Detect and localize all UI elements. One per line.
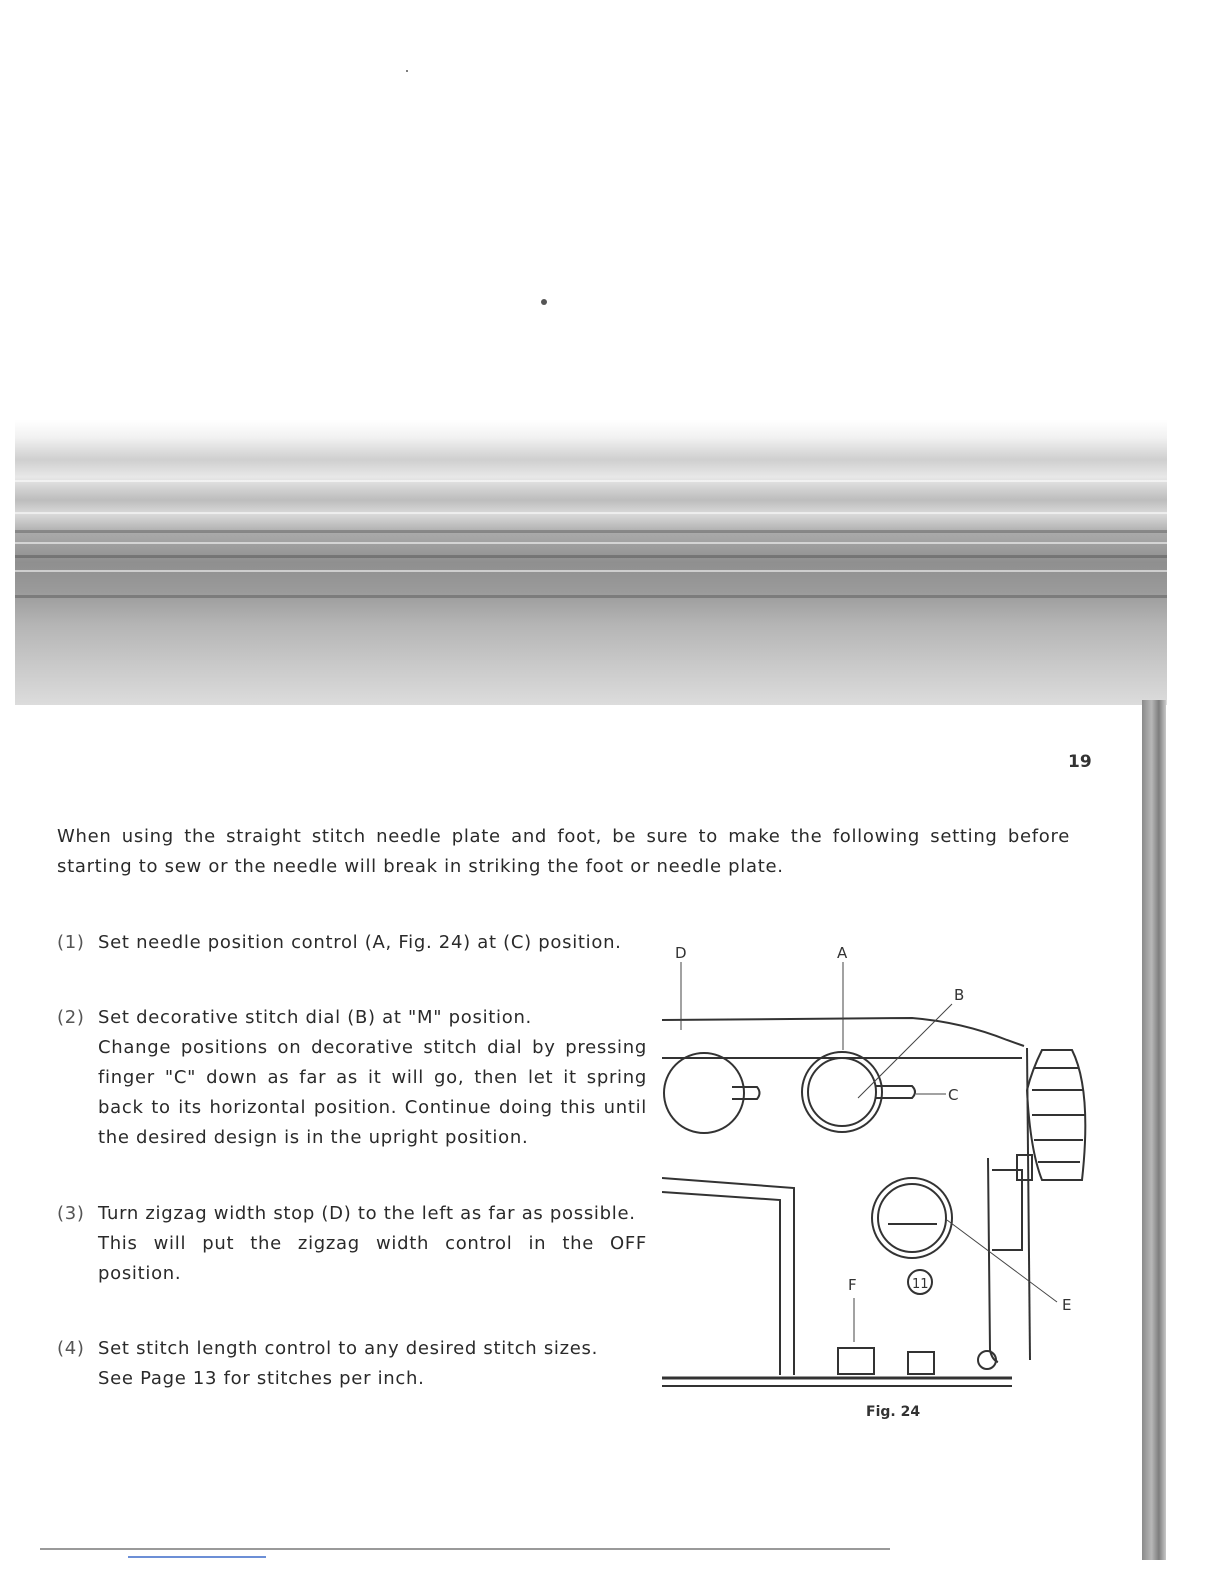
page-number: 19 (1068, 752, 1092, 772)
handwheel-ribs (1032, 1068, 1085, 1162)
figure-caption: Fig. 24 (866, 1404, 921, 1420)
step-text: Change positions on decorative stitch dial by pressing finger "C" down as far as it will go, then let it spring back to its horizontal position. Continue doing this until the desired design is in the upright position. (98, 1037, 647, 1148)
step-number: (2) (57, 1007, 85, 1028)
scan-edge-shadow (1142, 700, 1166, 1560)
instruction-step (57, 1003, 647, 1153)
knob-11 (908, 1352, 934, 1374)
machine-bed-recess (662, 1178, 794, 1375)
label-d: D (675, 944, 687, 962)
label-11: 11 (912, 1277, 929, 1292)
knob-f (838, 1348, 874, 1374)
instruction-step (57, 1334, 647, 1394)
scan-bottom-mark (128, 1556, 266, 1558)
step-text: See Page 13 for stitches per inch. (98, 1368, 425, 1389)
sewing-machine-diagram (662, 930, 1112, 1400)
scan-speck (406, 70, 408, 72)
step-text: Set decorative stitch dial (B) at "M" position. (98, 1007, 532, 1028)
zigzag-width-lever (732, 1087, 760, 1099)
decorative-stitch-dial-inner (808, 1058, 876, 1126)
label-f: F (848, 1276, 857, 1294)
step-text: Set stitch length control to any desired stitch sizes. (98, 1338, 599, 1359)
step-number: (3) (57, 1203, 85, 1224)
instruction-step (57, 1199, 647, 1289)
intro-paragraph: When using the straight stitch needle plate and foot, be sure to make the following setting before starting to sew or the needle will break in striking the foot or needle plate. (57, 826, 1070, 877)
label-b: B (954, 986, 965, 1004)
step-number: (1) (57, 932, 85, 953)
leader-line-e (947, 1220, 1057, 1302)
step-number: (4) (57, 1338, 85, 1359)
stitch-length-dial (872, 1178, 952, 1258)
step-text: Set needle position control (A, Fig. 24) at (C) position. (98, 932, 622, 953)
scan-artifact-band (15, 420, 1167, 705)
scan-bottom-line (40, 1548, 890, 1550)
machine-bed-recess-inner (662, 1192, 780, 1375)
bobbin-winder (992, 1170, 1022, 1250)
clutch-knob (1017, 1155, 1032, 1180)
step-text: Turn zigzag width stop (D) to the left as far as possible. (98, 1203, 636, 1224)
stitch-length-dial-inner (878, 1184, 946, 1252)
label-a: A (837, 944, 848, 962)
step-text: This will put the zigzag width control in the OFF position. (98, 1233, 647, 1284)
zigzag-width-stop-dial (664, 1053, 744, 1133)
label-e: E (1062, 1296, 1072, 1314)
scan-speck (541, 299, 547, 305)
label-c: C (948, 1086, 959, 1104)
instruction-step (57, 928, 647, 958)
bobbin-winder-post (988, 1158, 998, 1362)
decorative-stitch-dial (802, 1052, 882, 1132)
